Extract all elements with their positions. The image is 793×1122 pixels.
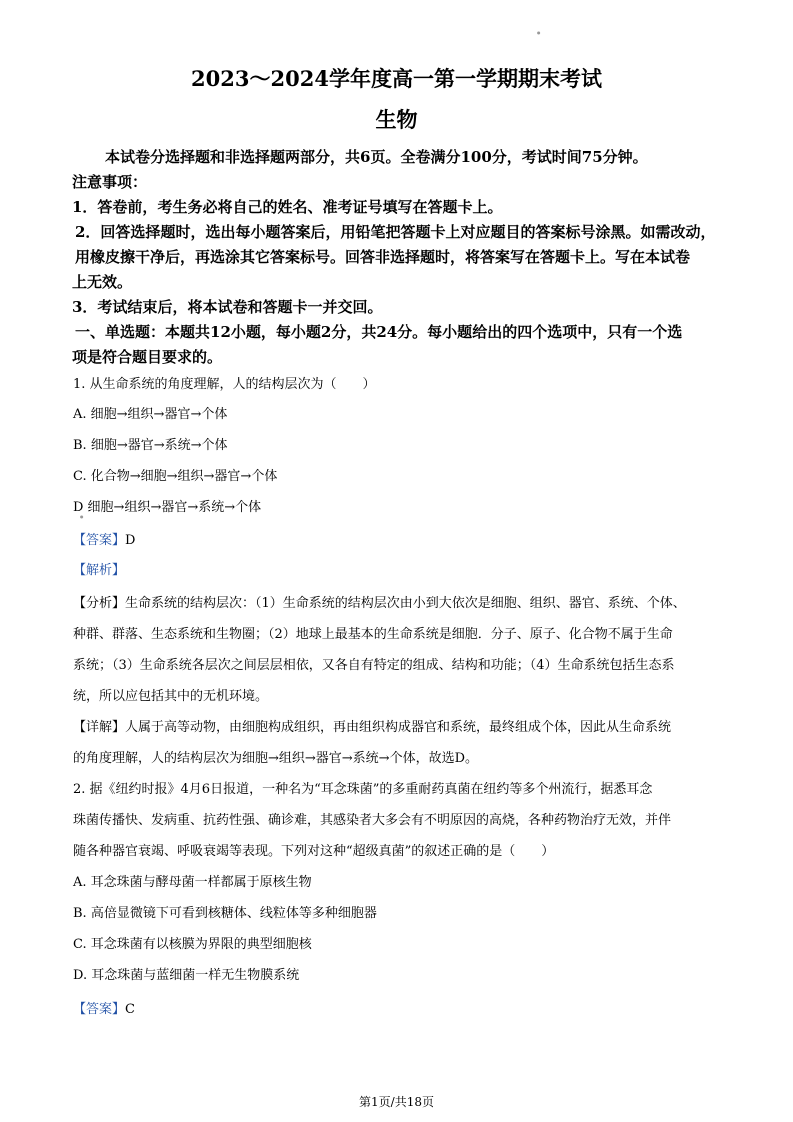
q2-stem-line-2: 珠菌传播快、发病重、抗药性强、确诊难，其感染者大多会有不明原因的高烧，各种药物治疗无效，并伴: [73, 813, 672, 828]
page-number: 第1页/共18页: [359, 1095, 434, 1109]
answer-tag: 【答案】: [73, 1002, 126, 1017]
answer-value: C: [125, 1002, 135, 1017]
q1-option-d: D 细胞→组织→器官→系统→个体: [73, 500, 262, 515]
stray-dot: ●: [80, 514, 84, 519]
answer-tag: 【答案】: [73, 533, 126, 548]
stray-dot: ●: [537, 30, 541, 35]
q1-detail-line-1: [73, 716, 671, 735]
q1-detail-line-2: 的角度理解，人的结构层次为细胞→组织→器官→系统→个体，故选D。: [73, 751, 478, 766]
q2-stem-line-3: 随各种器官衰竭、呼吸衰竭等表现。下列对这种“超级真菌”的叙述正确的是（ ）: [73, 844, 555, 859]
note-2-line-1: 2．回答选择题时，选出每小题答案后，用铅笔把答题卡上对应题目的答案标号涂黑。如需改动，: [75, 223, 716, 241]
q2-option-c: C. 耳念珠菌有以核膜为界限的典型细胞核: [73, 937, 312, 952]
q1-stem: 1. 从生命系统的角度理解，人的结构层次为（ ）: [73, 377, 376, 392]
section-heading-line-2: 项是符合题目要求的。: [72, 348, 223, 366]
q2-option-d: D. 耳念珠菌与蓝细菌一样无生物膜系统: [73, 968, 300, 983]
section-heading-line-1: 一、单选题：本题共12小题，每小题2分，共24分。每小题给出的四个选项中，只有一个选: [75, 323, 683, 341]
q1-fenxi-line-3: 系统；（3）生命系统各层次之间层层相依，又各自有特定的组成、结构和功能；（4）生命系统包括生态系: [73, 658, 675, 673]
detail-tag: 【详解】: [73, 720, 126, 735]
exam-title: 2023～2024学年度高一第一学期期末考试: [191, 66, 602, 91]
note-1: 1．答卷前，考生务必将自己的姓名、准考证号填写在答题卡上。: [72, 198, 503, 216]
q1-answer: [73, 529, 135, 548]
note-2-line-2: 用橡皮擦干净后，再选涂其它答案标号。回答非选择题时，将答案写在答题卡上。写在本试卷: [75, 248, 691, 266]
q1-fenxi-line-1: [73, 592, 686, 611]
answer-value: D: [125, 533, 136, 548]
subject-title: 生物: [375, 107, 418, 132]
detail-text: 人属于高等动物，由细胞构成组织，再由组织构成器官和系统，最终组成个体，因此从生命系统: [125, 720, 672, 735]
fenxi-text: 生命系统的结构层次：（1）生命系统的结构层次由小到大依次是细胞、组织、器官、系统、个体、: [125, 596, 686, 611]
q1-option-a: A. 细胞→组织→器官→个体: [73, 407, 228, 422]
q1-fenxi-line-2: 种群、群落、生态系统和生物圈；（2）地球上最基本的生命系统是细胞．分子、原子、化合物不属于生命: [73, 627, 673, 642]
note-3: 3．考试结束后，将本试卷和答题卡一并交回。: [72, 298, 383, 316]
note-2-line-3: 上无效。: [72, 273, 133, 291]
q1-option-b: B. 细胞→器官→系统→个体: [73, 438, 228, 453]
q2-stem-line-1: 2. 据《纽约时报》4月6日报道，一种名为“耳念珠菌”的多重耐药真菌在纽约等多个州流行，据悉耳念: [73, 782, 653, 797]
q2-answer: [73, 998, 135, 1017]
fenxi-tag: 【分析】: [73, 596, 126, 611]
analysis-tag: 【解析】: [73, 563, 126, 578]
q2-option-a: A. 耳念珠菌与酵母菌一样都属于原核生物: [73, 875, 312, 890]
notes-heading: 注意事项：: [72, 173, 148, 191]
q1-fenxi-line-4: 统，所以应包括其中的无机环境。: [73, 689, 269, 704]
q1-option-c: C. 化合物→细胞→组织→器官→个体: [73, 469, 278, 484]
q2-option-b: B. 高倍显微镜下可看到核糖体、线粒体等多种细胞器: [73, 906, 377, 921]
intro-text: 本试卷分选择题和非选择题两部分，共6页。全卷满分100分，考试时间75分钟。: [105, 148, 648, 166]
